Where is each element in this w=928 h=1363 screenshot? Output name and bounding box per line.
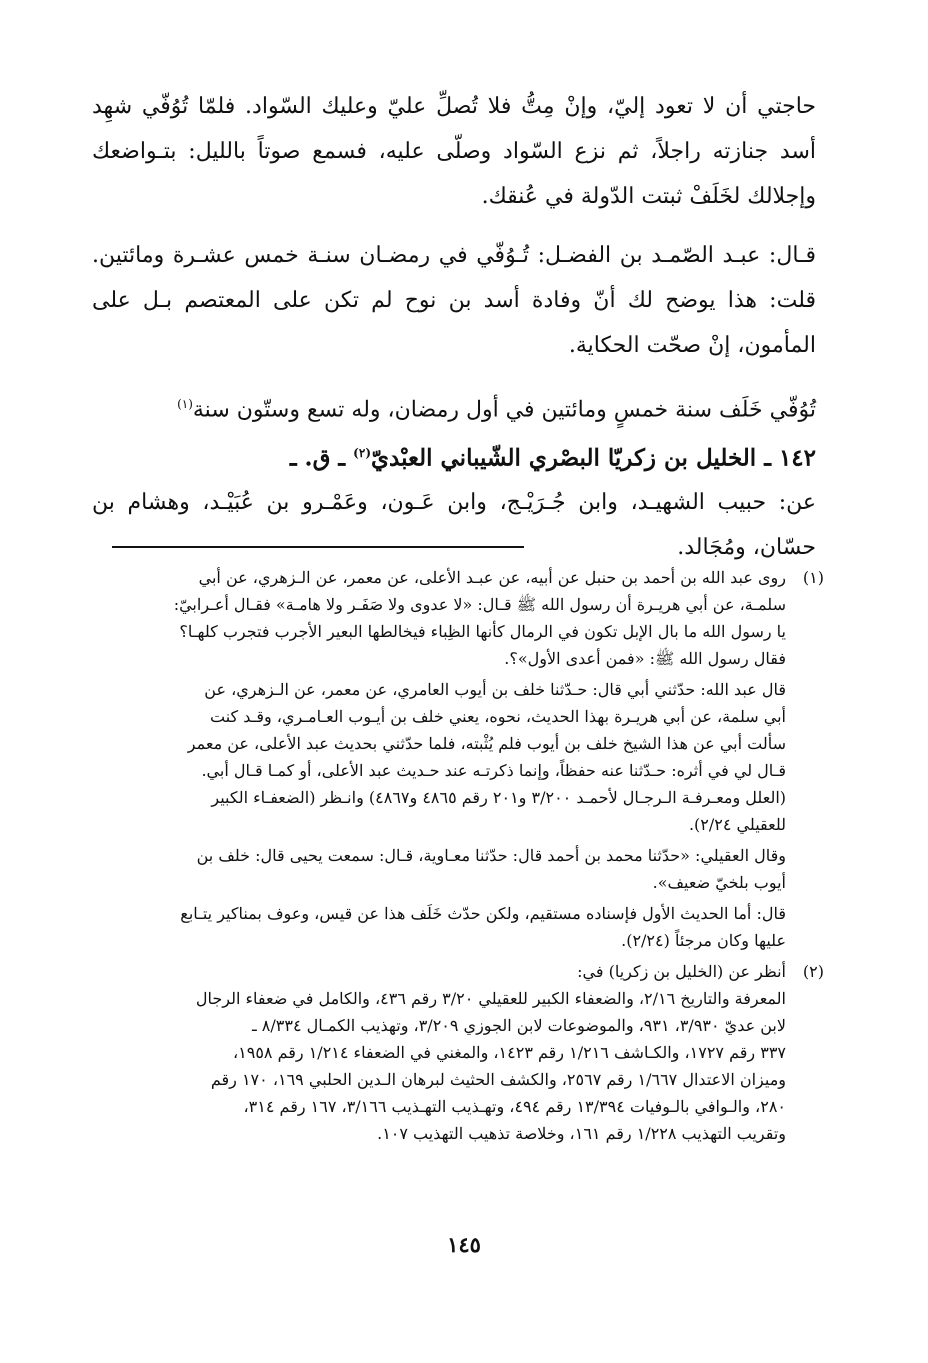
footnote-line: وتقريب التهذيب ١/٢٢٨ رقم ١٦١، وخلاصة تذهيب التهذيب ١٠٧. [377,1124,786,1143]
footnote-line: أنظر عن (الخليل بن زكريا) في: [577,962,786,981]
footnote-body [92,958,786,1147]
footnote-line: أيوب بلخيّ ضعيف». [652,873,786,892]
footnote-line: وقال العقيلي: «حدّثنا محمد بن أحمد قال: حدّثنا معـاوية، قـال: سمعت يحيى قال: خلف بن [196,846,786,865]
paragraph-2: قـال: عبـد الصّمـد بن الفضـل: تُـوُفّي في رمضـان سنـة خمس عشـرة ومائتين. قلت: هذا يوضح لك أنّ وفادة أسد بن نوح لم تكن على المعتصم بـل على المأمون، إنْ صحّت الحكاية. [92,243,816,358]
footnote-line: عليها وكان مرجئاً (٢/٢٤). [621,931,786,950]
footnote-line: ٢٨٠، والـوافي بالـوفيات ١٣/٣٩٤ رقم ٤٩٤، وتهـذيب التهـذيب ٣/١٦٦، ١٦٧ رقم ٣١٤، [243,1097,786,1116]
entry-heading [92,432,816,480]
footnote-number: (١) [802,568,824,587]
footnote-1 [92,564,824,954]
footnote-line: قال عبد الله: حدّثني أبي قال: حـدّثنا خلف بن أيوب العامري، عن معمر، عن الـزهري، عن [204,680,786,699]
paragraph-1: حاجتي أن لا تعود إليّ، وإنْ مِتُّ فلا تُصلِّ عليّ وعليك السّواد. فلمّا تُوُفّي شهِد أسد جنازته راجلاً، ثم نزع السّواد وصلّى عليه، فسمع صوتاً بالليل: بتـواضعك وإجلالك لخَلَفْ ثبتت الدّولة في عُنقك. [92,94,816,209]
footnote-line: لابن عديّ ٣/٩٣٠، ٩٣١، والموضوعات لابن الجوزي ٣/٢٠٩، وتهذيب الكمـال ٨/٣٣٤ ـ [252,1016,786,1035]
footnote-line: سلمـة، عن أبي هريـرة أن رسول الله ﷺ قـال: «لا عدوى ولا صَفَـر ولا هامـة» فقـال أعـرابيّ: [173,595,786,614]
main-text [92,84,816,570]
footnote-line: قـال لي في أثره: حـدّثنا عنه حفظاً، وإنما ذكرتـه عند حـديث عبد الأعلى، أو كمـا قـال أبي. [201,761,786,780]
footnote-number: (٢) [802,962,824,981]
page-number: ١٤٥ [447,1232,481,1257]
footnote-line: روى عبد الله بن أحمد بن حنبل عن أبيه، عن عبـد الأعلى، عن معمر، عن الـزهري، عن أبي [198,568,786,587]
footnote-line: للعقيلي ٢/٢٤). [688,815,786,834]
footnote-ref-2: (٢) [353,446,371,461]
paragraph-3 [92,382,816,432]
footnote-line: سألت أبي عن هذا الشيخ خلف بن أيوب فلم يُثْبته، فلما حدّثني بحديث عبد الأعلى، عن معمر [187,734,786,753]
entry-heading-tail: ـ ق. ـ [289,444,346,472]
footnote-ref-1: (١) [177,397,193,411]
footnote-line: وميزان الاعتدال ١/٦٦٧ رقم ٢٥٦٧، والكشف الحثيث لبرهان الـدين الحلبي ١٦٩، ١٧٠ رقم [210,1070,786,1089]
footnote-line: يا رسول الله ما بال الإبل تكون في الرمال كأنها الظِباء فيخالطها البعير الأجرب فتجرب كلهـا؟ [179,622,786,641]
footnote-line: (العلل ومعـرفـة الـرجـال لأحمـد ٣/٢٠٠ و٢٠١ رقم ٤٨٦٥ و٤٨٦٧) وانـظر (الضعفـاء الكبير [211,788,786,807]
footnote-line: قال: أما الحديث الأول فإسناده مستقيم، ولكن حدّث خَلَف هذا عن قيس، وعوف بمناكير يتـابع [180,904,786,923]
footnote-line: أبي سلمة، عن أبي هريـرة بهذا الحديث، نحوه، يعني خلف بن أيـوب العـامـري، وقـد كنت [210,707,786,726]
footnote-line: ٣٣٧ رقم ١٧٢٧، والكـاشف ١/٢١٦ رقم ١٤٢٣، والمغني في الضعفاء ١/٢١٤ رقم ١٩٥٨، [232,1043,786,1062]
footnote-2 [92,958,824,1147]
entry-heading-text: ١٤٢ ـ الخليل بن زكريّا البصْري الشّيباني العبْديّ [371,444,816,472]
footnote-body [92,564,786,954]
footnote-line: فقال رسول الله ﷺ: «فمن أعدى الأول»؟. [504,649,786,668]
paragraph-3-text: تُوُفّي خَلَف سنة خمسٍ ومائتين في أول رمضان، وله تسع وستّون سنة [192,397,816,423]
footnotes [92,564,824,1151]
footnote-line: المعرفة والتاريخ ٢/١٦، والضعفاء الكبير للعقيلي ٣/٢٠ رقم ٤٣٦، والكامل في ضعفاء الرجال [195,989,786,1008]
footnote-separator [112,546,524,548]
paragraph-4: عن: حبيب الشهيـد، وابن جُـرَيْـج، وابن عَـون، وعَمْـرو بن عُبَيْـد، وهشام بن حسّان، ومُجَالد. [92,489,816,560]
